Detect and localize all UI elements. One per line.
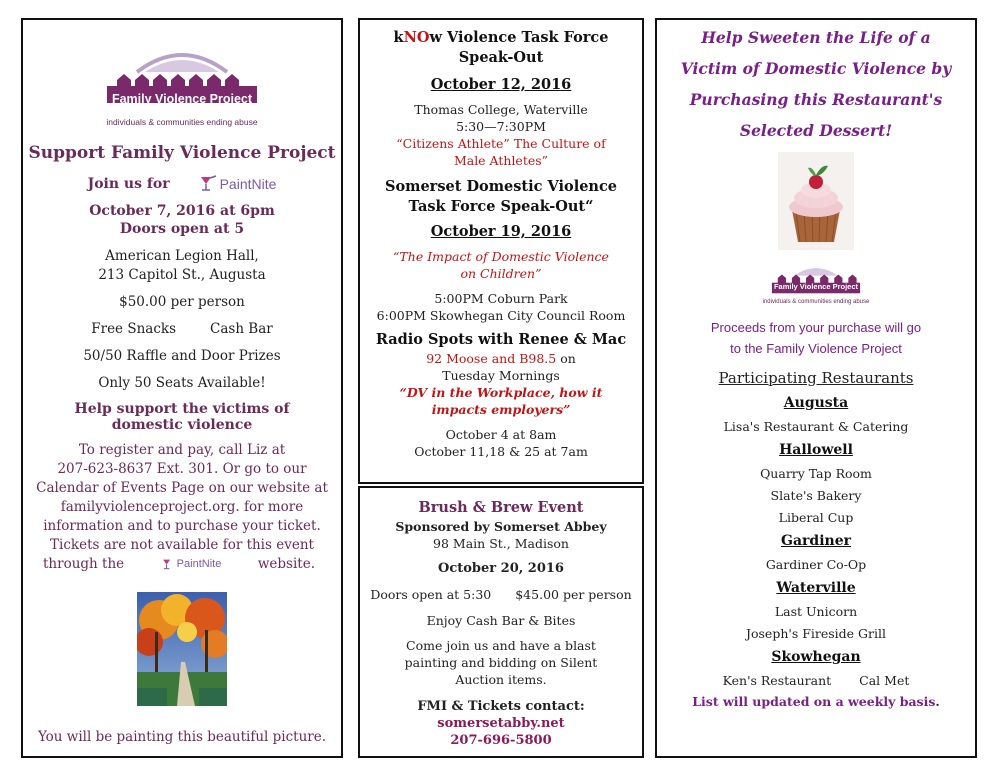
register-text	[23, 441, 341, 555]
somerset-web-link[interactable]: somersetabby.net	[437, 716, 565, 731]
doors-open: Doors open at 5	[119, 221, 245, 237]
somerset-heading-line1: Somerset Domestic Violence	[384, 178, 618, 195]
restaurant-item: Liberal Cup	[778, 510, 854, 525]
logo-tagline-small: individuals & communities ending abuse	[762, 299, 870, 305]
talk1-line2: Male Athletes”	[453, 153, 549, 168]
brew-date: October 20, 2016	[438, 561, 564, 576]
speakout-title-line2: Speak-Out	[458, 49, 544, 66]
city-waterville: Waterville	[776, 580, 856, 596]
title-rest: w Violence Task Force	[429, 29, 609, 46]
restaurant-item: Ken's Restaurant	[722, 673, 832, 688]
participating-heading: Participating Restaurants	[718, 369, 914, 387]
intro-line: Selected Dessert!	[739, 121, 893, 140]
address: 98 Main St., Madison	[433, 536, 569, 551]
footer-dot: .	[935, 694, 940, 709]
title-k: k	[393, 29, 404, 46]
middle-bottom-panel	[358, 486, 644, 758]
proceeds-line1: Proceeds from your purchase will go	[710, 320, 922, 335]
intro-line: Victim of Domestic Violence by	[680, 59, 952, 78]
logo-tagline: individuals & communities ending abuse	[106, 117, 258, 127]
restaurant-item: Last Unicorn	[774, 604, 858, 619]
logo-title-small: Family Violence Project	[773, 282, 859, 291]
somerset-heading-line2: Task Force Speak-Out“	[408, 198, 594, 215]
intro-line: Help Sweeten the Life of a	[701, 28, 931, 47]
through-the: through the	[43, 556, 125, 572]
radio-heading: Radio Spots with Renee & Mac	[375, 331, 627, 348]
date-oct-19: October 19, 2016	[430, 223, 572, 240]
cupcake-image	[778, 152, 854, 250]
city-skowhegan: Skowhegan	[771, 649, 861, 665]
place-thomas-college: Thomas College, Waterville	[414, 102, 588, 117]
register-line: To register and pay, call Liz at	[78, 442, 286, 458]
paintnite-logo	[198, 175, 277, 193]
city-augusta: Augusta	[783, 395, 849, 411]
doors-price-row	[360, 586, 642, 603]
cash-bar: Cash Bar	[210, 321, 273, 337]
paintnite-label: PaintNite	[219, 176, 277, 192]
join-label: Join us for	[87, 176, 170, 192]
city-gardiner: Gardiner	[781, 533, 851, 549]
date-oct-12: October 12, 2016	[430, 76, 572, 93]
painting-caption: You will be painting this beautiful picture.	[37, 729, 327, 745]
dessert-intro	[657, 22, 975, 146]
talk2-line1: “The Impact of Domestic Violence	[393, 249, 609, 264]
restaurant-item: Slate's Bakery	[770, 488, 862, 503]
time-530: 5:30—7:30PM	[456, 119, 546, 134]
brush-brew-title: Brush & Brew Event	[418, 499, 584, 516]
right-panel	[655, 18, 977, 758]
blurb-line: Auction items.	[455, 672, 547, 687]
left-panel	[21, 18, 343, 758]
join-row	[23, 175, 341, 193]
skowhegan-row	[657, 673, 975, 688]
radio-when: Tuesday Mornings	[442, 368, 560, 383]
radio-topic2: impacts employers”	[431, 402, 571, 417]
enjoy: Enjoy Cash Bar & Bites	[426, 613, 576, 628]
price: $50.00 per person	[119, 294, 245, 310]
city-hallowell: Hallowell	[779, 442, 853, 458]
raffle: 50/50 Raffle and Door Prizes	[83, 348, 281, 364]
support-line2: domestic violence	[111, 417, 253, 433]
radio-date2: October 11,18 & 25 at 7am	[414, 444, 588, 459]
brew-doors: Doors open at 5:30	[370, 587, 492, 602]
radio-stations: 92 Moose and B98.5	[426, 351, 557, 366]
speakout-title	[360, 28, 642, 48]
event-date: October 7, 2016 at 6pm	[89, 203, 275, 219]
register-line: familyviolenceproject.org. for more	[60, 499, 304, 515]
blurb-line: painting and bidding on Silent	[404, 655, 598, 670]
restaurant-item: Gardiner Co-Op	[765, 557, 867, 572]
intro-line: Purchasing this Restaurant's	[689, 90, 943, 109]
brew-price: $45.00 per person	[515, 587, 632, 602]
restaurant-item: Lisa's Restaurant & Catering	[723, 419, 909, 434]
talk2-line2: on Children”	[460, 266, 542, 281]
footer-text: List will updated on a weekly basis	[692, 694, 936, 709]
talk1-line1: “Citizens Athlete” The Culture of	[396, 136, 606, 151]
restaurant-item: Quarry Tap Room	[760, 466, 872, 481]
proceeds-line2: to the Family Violence Project	[730, 341, 902, 356]
restaurant-item: Cal Met	[859, 673, 910, 688]
time-coburn-park: 5:00PM Coburn Park	[434, 291, 568, 306]
time-council-room: 6:00PM Skowhegan City Council Room	[376, 308, 626, 323]
painting-image	[137, 592, 227, 706]
register-line: Calendar of Events Page on our website at	[36, 480, 328, 496]
wine-glass-icon	[161, 558, 175, 571]
venue-line1: American Legion Hall,	[105, 248, 259, 264]
radio-topic1: “DV in the Workplace, how it	[399, 385, 603, 400]
snack-row	[23, 320, 341, 339]
support-line1: Help support the victims of	[74, 401, 290, 417]
sponsor: Sponsored by Somerset Abbey	[395, 519, 607, 534]
wine-glass-icon	[198, 175, 218, 193]
support-heading: Support Family Violence Project	[28, 143, 336, 163]
register-line: 207-623-8637 Ext. 301. Or go to our	[57, 461, 307, 477]
fmi: FMI & Tickets contact:	[417, 699, 585, 714]
register-line: Tickets are not available for this event	[50, 537, 314, 553]
restaurant-item: Joseph's Fireside Grill	[745, 626, 886, 641]
brew-blurb	[360, 637, 642, 688]
logo-title: Family Violence Project	[111, 92, 253, 106]
middle-top-panel	[358, 18, 644, 484]
register-line: information and to purchase your ticket.	[43, 518, 321, 534]
contact-phone: 207-696-5800	[450, 733, 552, 748]
paintnite-small-logo	[161, 555, 222, 574]
paintnite-label-small: PaintNite	[176, 558, 222, 570]
through-row	[23, 555, 341, 574]
seats: Only 50 Seats Available!	[98, 375, 266, 391]
radio-date1: October 4 at 8am	[445, 427, 557, 442]
website-word: website.	[257, 556, 315, 572]
proceeds	[657, 317, 975, 359]
free-snacks: Free Snacks	[91, 321, 177, 337]
radio-stations-row	[360, 350, 642, 367]
footer-note	[657, 694, 975, 709]
title-no: NO	[403, 29, 430, 46]
radio-on: on	[556, 351, 576, 366]
venue-line2: 213 Capitol St., Augusta	[98, 267, 266, 283]
blurb-line: Come join us and have a blast	[406, 638, 596, 653]
